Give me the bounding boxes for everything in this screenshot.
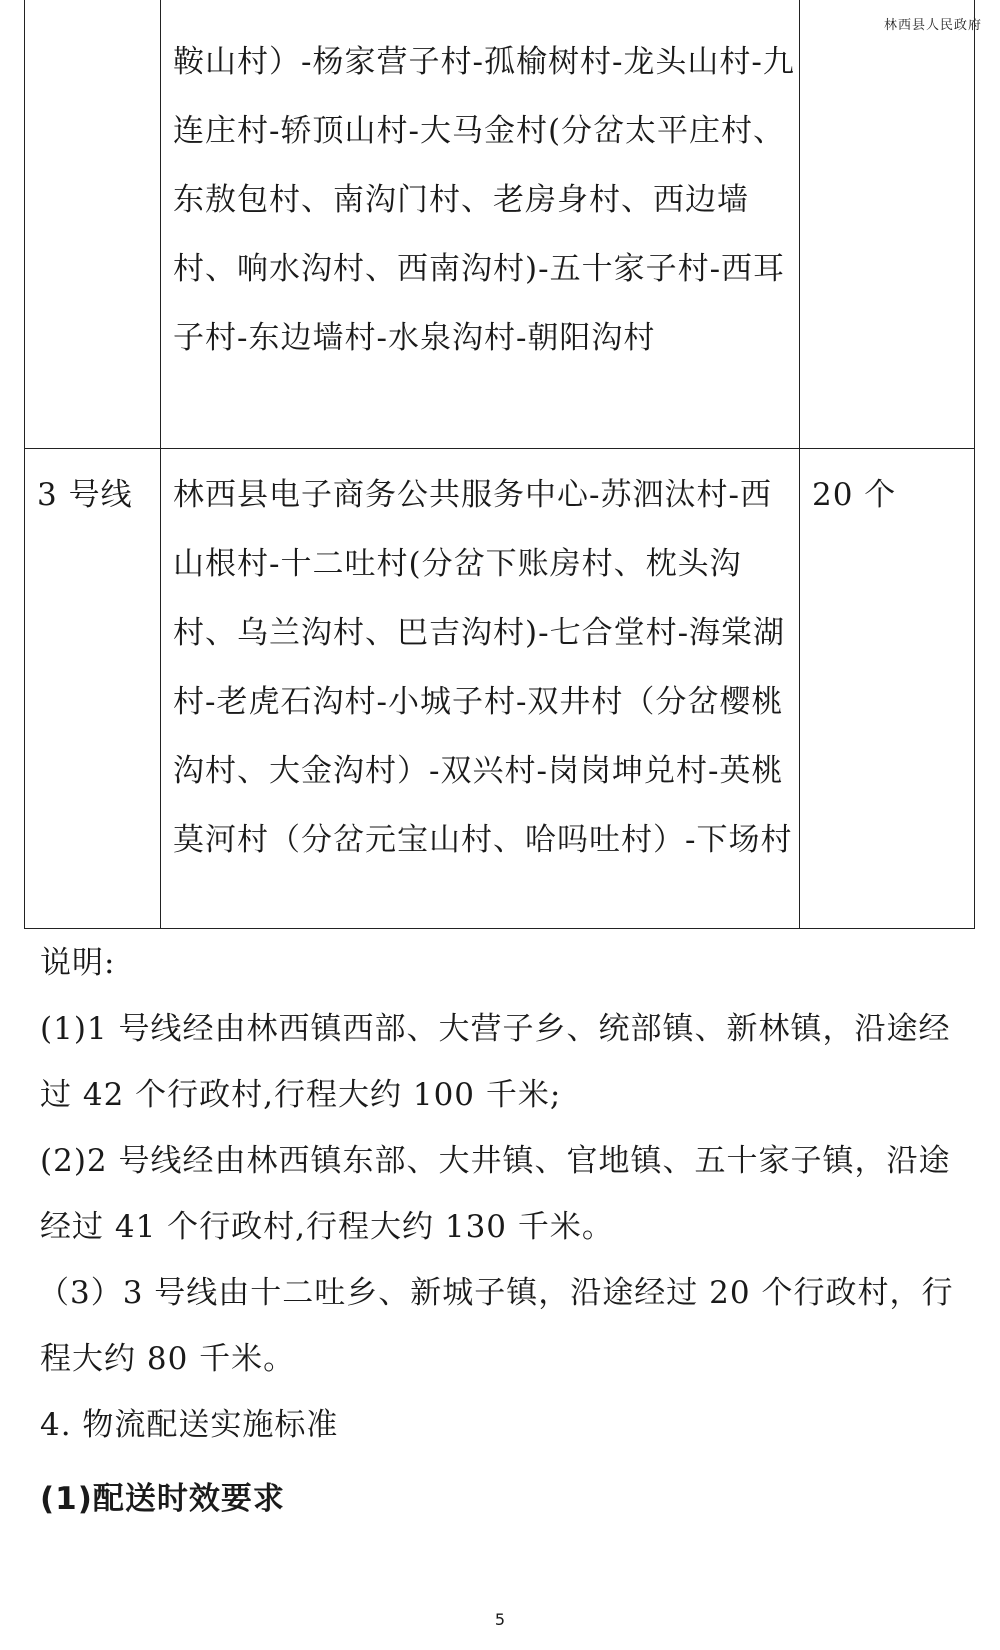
route-cell: 鞍山村）-杨家营子村-孤榆树村-龙头山村-九连庄村-轿顶山村-大马金村(分岔太平庄村、东敖包村、南沟门村、老房身村、西边墙村、响水沟村、西南沟村)-五十家子村-西耳子村-东边墙村-水泉沟村-朝阳沟村 <box>161 0 800 448</box>
table-row <box>25 448 975 928</box>
line-cell <box>25 0 161 448</box>
note-item-3: （3）3 号线由十二吐乡、新城子镇，沿途经过 20 个行政村，行程大约 80 千米。 <box>38 1275 954 1377</box>
count-cell: 20 个 <box>800 448 975 928</box>
route-cell: 林西县电子商务公共服务中心-苏泗汰村-西山根村-十二吐村(分岔下账房村、枕头沟村、乌兰沟村、巴吉沟村)-七合堂村-海棠湖村-老虎石沟村-小城子村-双井村（分岔樱桃沟村、大金沟村）-双兴村-岗岗坤兑村-英桃莫河村（分岔元宝山村、哈吗吐村）-下场村 <box>161 448 800 928</box>
subsection-heading: (1)配送时效要求 <box>40 1481 285 1517</box>
route-table <box>24 0 975 929</box>
count-cell <box>800 0 975 448</box>
note-item-2: (2)2 号线经由林西镇东部、大井镇、官地镇、五十家子镇，沿途经过 41 个行政村,行程大约 130 千米。 <box>40 1143 951 1245</box>
table-row <box>25 0 975 448</box>
line-cell: 3 号线 <box>25 448 161 928</box>
notes-heading: 说明: <box>40 945 116 981</box>
notes-section <box>40 930 970 1532</box>
note-item-1: (1)1 号线经由林西镇西部、大营子乡、统部镇、新林镇，沿途经过 42 个行政村,行程大约 100 千米; <box>40 1011 951 1113</box>
page-number: 5 <box>494 1610 506 1629</box>
watermark-text: 林西县人民政府 <box>883 18 982 33</box>
section-heading: 4. 物流配送实施标准 <box>40 1407 339 1443</box>
